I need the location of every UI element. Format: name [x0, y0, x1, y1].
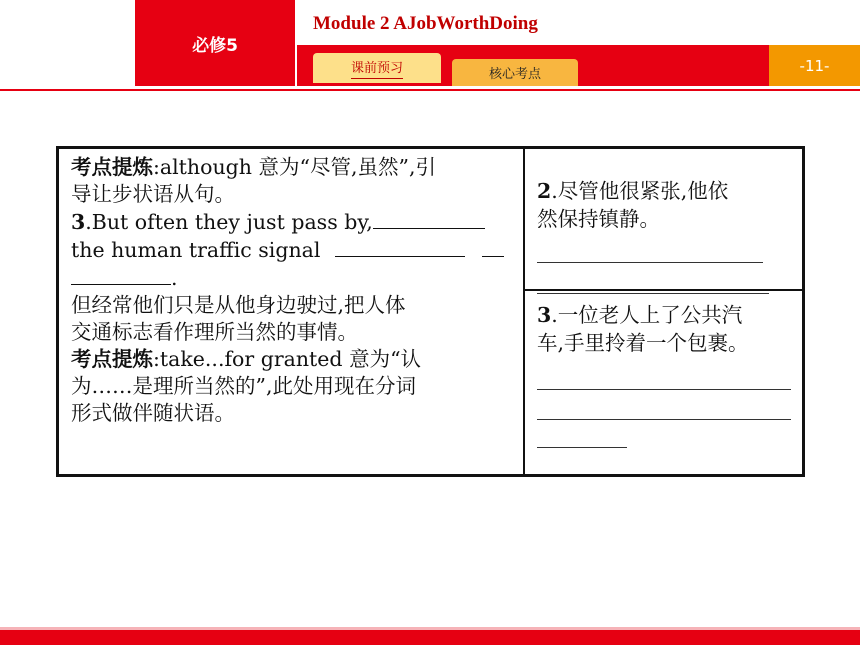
question-text: .But often they just pass by,: [85, 210, 373, 234]
column-divider: [523, 149, 525, 474]
question-end: .: [171, 266, 178, 290]
right-cell-item-2: [537, 177, 799, 233]
question-text: the human traffic signal: [71, 238, 321, 262]
answer-blank[interactable]: [71, 264, 171, 285]
translation-line: 交通标志看作理所当然的事情。: [71, 320, 358, 344]
item-text: .尽管他很紧张,他依: [551, 179, 729, 203]
right-cell-item-3: [537, 301, 799, 357]
book-label: 必修5: [192, 35, 238, 56]
item-line: [537, 177, 799, 205]
tab-core-points[interactable]: [452, 59, 578, 86]
point-line: [71, 154, 511, 181]
item-text: .一位老人上了公共汽: [551, 303, 743, 327]
left-cell: [71, 154, 511, 427]
question-line: [71, 264, 511, 292]
answer-line[interactable]: [537, 447, 627, 448]
right-row-divider: [525, 289, 802, 291]
question-line: [71, 236, 511, 264]
question-line: [71, 208, 511, 236]
answer-line[interactable]: [537, 389, 791, 390]
tab-preview[interactable]: [313, 53, 441, 83]
item-number: 3: [537, 303, 552, 327]
answer-line[interactable]: [537, 293, 769, 294]
question-number: 3: [71, 210, 86, 234]
point-label: 考点提炼: [71, 155, 153, 179]
content-table: [56, 146, 805, 477]
item-number: 2: [537, 179, 552, 203]
tab-preview-label: 课前预习: [351, 57, 403, 79]
page-number-box: [769, 45, 860, 86]
point-label: 考点提炼: [71, 347, 153, 371]
point-text-line: 为……是理所当然的”,此处用现在分词: [71, 374, 416, 398]
tab-core-points-label: 核心考点: [488, 67, 541, 82]
footer-bar: [0, 630, 860, 645]
point-text-line: 导让步状语从句。: [71, 182, 235, 206]
point-text: :take...for granted 意为“认: [153, 347, 422, 371]
point-text: :although 意为“尽管,虽然”,引: [153, 155, 437, 179]
answer-blank[interactable]: [482, 236, 504, 257]
item-text-line: 然保持镇静。: [537, 207, 660, 231]
module-title: Module 2 AJobWorthDoing: [313, 13, 538, 34]
answer-blank[interactable]: [335, 236, 465, 257]
answer-blank[interactable]: [373, 208, 485, 229]
point-line: [71, 346, 511, 373]
item-line: [537, 301, 799, 329]
header-divider: [0, 89, 860, 91]
answer-line[interactable]: [537, 262, 763, 263]
answer-line[interactable]: [537, 419, 791, 420]
translation-line: 但经常他们只是从他身边驶过,把人体: [71, 293, 406, 317]
point-text-line: 形式做伴随状语。: [71, 401, 235, 425]
page-number: -11-: [799, 56, 830, 75]
item-text-line: 车,手里拎着一个包裹。: [537, 331, 749, 355]
book-label-box: [135, 0, 295, 86]
